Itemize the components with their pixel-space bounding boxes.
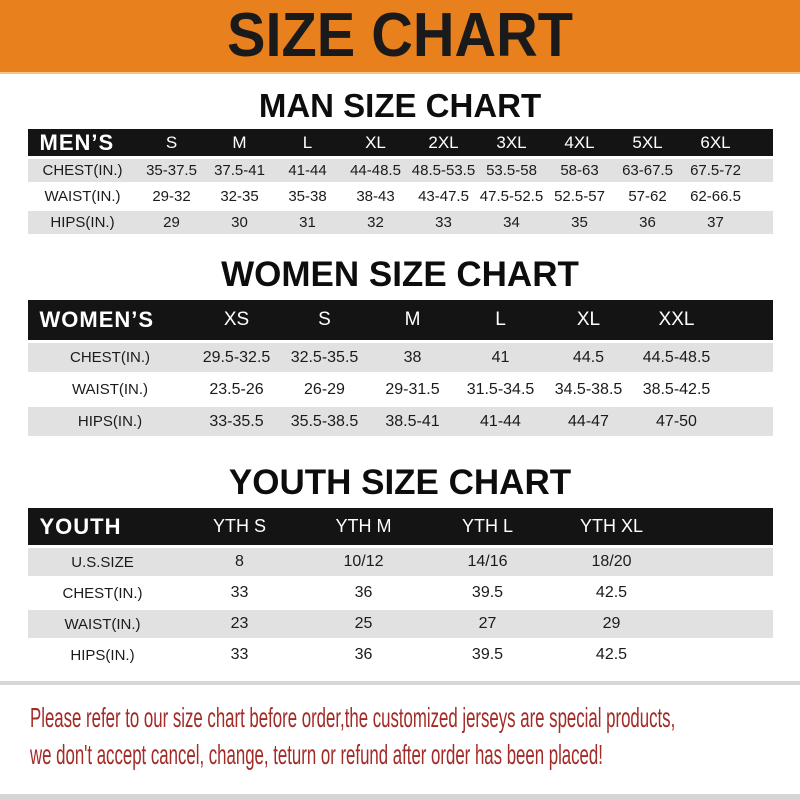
value-cell: 14/16	[426, 548, 550, 576]
men-corner-label: MEN’S	[28, 129, 138, 156]
value-cell: 44-47	[545, 407, 633, 436]
value-cell: 25	[302, 610, 426, 638]
value-cell: 29	[138, 211, 206, 234]
value-cell: 44.5	[545, 343, 633, 372]
value-cell: 38	[369, 343, 457, 372]
men-col-m: M	[206, 129, 274, 156]
men-col-2xl: 2XL	[410, 129, 478, 156]
value-cell: 18/20	[550, 548, 674, 576]
men-col-4xl: 4XL	[546, 129, 614, 156]
spacer-cell	[674, 508, 773, 545]
youth-col-l: YTH L	[426, 508, 550, 545]
row-label: HIPS(IN.)	[28, 407, 193, 436]
youth-corner-label: YOUTH	[28, 508, 178, 545]
value-cell: 44.5-48.5	[633, 343, 721, 372]
value-cell: 31.5-34.5	[457, 375, 545, 404]
value-cell: 47-50	[633, 407, 721, 436]
value-cell: 27	[426, 610, 550, 638]
value-cell: 57-62	[614, 185, 682, 208]
value-cell: 53.5-58	[478, 159, 546, 182]
spacer-cell	[721, 300, 773, 340]
value-cell: 48.5-53.5	[410, 159, 478, 182]
value-cell: 37.5-41	[206, 159, 274, 182]
value-cell: 8	[178, 548, 302, 576]
value-cell: 26-29	[281, 375, 369, 404]
men-col-xl: XL	[342, 129, 410, 156]
spacer-cell	[721, 407, 773, 436]
table-row	[28, 407, 773, 436]
value-cell: 35-37.5	[138, 159, 206, 182]
value-cell: 35	[546, 211, 614, 234]
value-cell: 35.5-38.5	[281, 407, 369, 436]
value-cell: 29-32	[138, 185, 206, 208]
value-cell: 23	[178, 610, 302, 638]
bottom-edge-strip	[0, 794, 800, 800]
value-cell: 47.5-52.5	[478, 185, 546, 208]
value-cell: 62-66.5	[682, 185, 750, 208]
value-cell: 29.5-32.5	[193, 343, 281, 372]
table-row	[28, 211, 773, 234]
spacer-cell	[750, 211, 773, 234]
order-notice-line-2: we don't accept cancel, change, teturn or refund after order has been placed!	[30, 739, 603, 770]
row-label: WAIST(IN.)	[28, 375, 193, 404]
row-label: WAIST(IN.)	[28, 610, 178, 638]
row-label: U.S.SIZE	[28, 548, 178, 576]
row-label: CHEST(IN.)	[28, 159, 138, 182]
value-cell: 23.5-26	[193, 375, 281, 404]
value-cell: 41-44	[274, 159, 342, 182]
order-notice	[0, 685, 800, 773]
table-row	[28, 343, 773, 372]
spacer-cell	[750, 159, 773, 182]
women-col-xs: XS	[193, 300, 281, 340]
spacer-cell	[750, 185, 773, 208]
value-cell: 38-43	[342, 185, 410, 208]
men-col-3xl: 3XL	[478, 129, 546, 156]
table-row	[28, 548, 773, 576]
value-cell: 39.5	[426, 641, 550, 669]
row-label: HIPS(IN.)	[28, 211, 138, 234]
men-col-l: L	[274, 129, 342, 156]
value-cell: 58-63	[546, 159, 614, 182]
value-cell: 42.5	[550, 579, 674, 607]
men-col-6xl: 6XL	[682, 129, 750, 156]
value-cell: 63-67.5	[614, 159, 682, 182]
value-cell: 30	[206, 211, 274, 234]
order-notice-line-1: Please refer to our size chart before order,the customized jerseys are special products,	[30, 702, 676, 733]
women-size-table	[28, 297, 773, 439]
spacer-cell	[721, 343, 773, 372]
men-col-5xl: 5XL	[614, 129, 682, 156]
value-cell: 32	[342, 211, 410, 234]
women-corner-label: WOMEN’S	[28, 300, 193, 340]
man-section-heading: MAN SIZE CHART	[258, 87, 542, 124]
women-col-m: M	[369, 300, 457, 340]
spacer-cell	[674, 641, 773, 669]
men-header-row	[28, 129, 773, 156]
value-cell: 32.5-35.5	[281, 343, 369, 372]
women-col-s: S	[281, 300, 369, 340]
value-cell: 36	[302, 579, 426, 607]
spacer-cell	[674, 610, 773, 638]
youth-header-row	[28, 508, 773, 545]
men-size-table	[28, 126, 773, 237]
men-col-s: S	[138, 129, 206, 156]
value-cell: 52.5-57	[546, 185, 614, 208]
value-cell: 37	[682, 211, 750, 234]
banner-title: SIZE CHART	[227, 1, 573, 70]
table-row	[28, 610, 773, 638]
women-section-heading: WOMEN SIZE CHART	[221, 255, 579, 294]
value-cell: 10/12	[302, 548, 426, 576]
spacer-cell	[674, 579, 773, 607]
youth-col-s: YTH S	[178, 508, 302, 545]
spacer-cell	[721, 375, 773, 404]
value-cell: 36	[614, 211, 682, 234]
value-cell: 41	[457, 343, 545, 372]
table-row	[28, 641, 773, 669]
youth-section-heading: YOUTH SIZE CHART	[228, 463, 572, 502]
value-cell: 41-44	[457, 407, 545, 436]
women-header-row	[28, 300, 773, 340]
row-label: CHEST(IN.)	[28, 579, 178, 607]
table-row	[28, 185, 773, 208]
value-cell: 29	[550, 610, 674, 638]
value-cell: 34.5-38.5	[545, 375, 633, 404]
women-col-xl: XL	[545, 300, 633, 340]
value-cell: 33	[178, 641, 302, 669]
row-label: HIPS(IN.)	[28, 641, 178, 669]
table-row	[28, 159, 773, 182]
value-cell: 33-35.5	[193, 407, 281, 436]
spacer-cell	[750, 129, 773, 156]
value-cell: 38.5-42.5	[633, 375, 721, 404]
value-cell: 32-35	[206, 185, 274, 208]
size-chart-banner	[0, 0, 800, 74]
spacer-cell	[674, 548, 773, 576]
value-cell: 34	[478, 211, 546, 234]
youth-col-m: YTH M	[302, 508, 426, 545]
value-cell: 43-47.5	[410, 185, 478, 208]
value-cell: 35-38	[274, 185, 342, 208]
table-row	[28, 579, 773, 607]
row-label: WAIST(IN.)	[28, 185, 138, 208]
value-cell: 33	[410, 211, 478, 234]
value-cell: 39.5	[426, 579, 550, 607]
youth-col-xl: YTH XL	[550, 508, 674, 545]
value-cell: 44-48.5	[342, 159, 410, 182]
table-row	[28, 375, 773, 404]
value-cell: 42.5	[550, 641, 674, 669]
value-cell: 31	[274, 211, 342, 234]
women-col-xxl: XXL	[633, 300, 721, 340]
row-label: CHEST(IN.)	[28, 343, 193, 372]
value-cell: 36	[302, 641, 426, 669]
value-cell: 67.5-72	[682, 159, 750, 182]
value-cell: 38.5-41	[369, 407, 457, 436]
youth-size-table	[28, 505, 773, 672]
women-col-l: L	[457, 300, 545, 340]
value-cell: 29-31.5	[369, 375, 457, 404]
value-cell: 33	[178, 579, 302, 607]
